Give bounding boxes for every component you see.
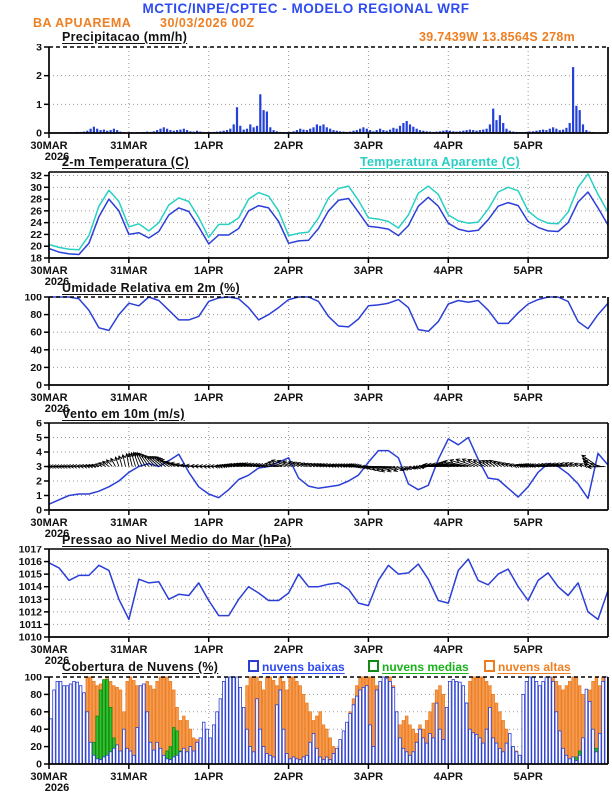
- svg-text:2: 2: [36, 475, 42, 488]
- svg-text:24: 24: [30, 217, 42, 230]
- temperature-chart: [0, 169, 612, 294]
- svg-text:1016: 1016: [18, 556, 42, 569]
- pressure-chart: [0, 546, 612, 673]
- svg-text:80: 80: [30, 309, 42, 322]
- svg-text:20: 20: [30, 741, 42, 754]
- svg-text:26: 26: [30, 205, 42, 218]
- svg-text:1: 1: [36, 98, 42, 111]
- svg-text:31MAR: 31MAR: [110, 265, 148, 277]
- svg-text:4APR: 4APR: [433, 771, 463, 783]
- cloud-cover-chart: [0, 674, 612, 792]
- svg-text:4: 4: [36, 446, 42, 459]
- svg-text:2: 2: [36, 70, 42, 83]
- svg-text:30: 30: [30, 181, 42, 194]
- svg-text:2026: 2026: [44, 276, 70, 288]
- svg-text:2026: 2026: [44, 528, 70, 540]
- svg-text:3APR: 3APR: [353, 644, 384, 656]
- svg-text:1APR: 1APR: [194, 771, 224, 783]
- svg-text:1APR: 1APR: [194, 644, 224, 656]
- svg-text:40: 40: [30, 723, 42, 736]
- svg-text:1013: 1013: [18, 593, 42, 606]
- svg-text:60: 60: [30, 326, 42, 339]
- svg-text:0: 0: [36, 127, 42, 140]
- svg-text:2APR: 2APR: [273, 644, 304, 656]
- svg-text:31MAR: 31MAR: [110, 771, 148, 783]
- svg-text:3: 3: [36, 461, 42, 473]
- svg-text:32: 32: [30, 170, 42, 183]
- svg-text:20: 20: [30, 240, 42, 253]
- svg-text:2APR: 2APR: [273, 517, 304, 529]
- svg-text:30MAR: 30MAR: [30, 644, 68, 656]
- svg-text:3APR: 3APR: [353, 517, 384, 529]
- svg-text:30MAR: 30MAR: [30, 265, 68, 277]
- svg-text:30MAR: 30MAR: [30, 140, 68, 152]
- svg-text:1010: 1010: [18, 631, 42, 644]
- svg-text:5APR: 5APR: [513, 771, 543, 783]
- svg-text:2APR: 2APR: [273, 392, 304, 404]
- svg-text:0: 0: [36, 504, 42, 517]
- svg-text:22: 22: [30, 228, 42, 241]
- wind-chart: [0, 420, 612, 546]
- svg-text:2026: 2026: [44, 403, 70, 415]
- svg-text:2APR: 2APR: [273, 265, 304, 277]
- legend-mid-clouds-label: nuvens medias: [382, 660, 469, 674]
- location-coordinates-label: 39.7439W 13.8564S 278m: [418, 30, 575, 44]
- svg-text:1011: 1011: [19, 618, 42, 631]
- svg-text:3APR: 3APR: [353, 771, 384, 783]
- svg-text:5APR: 5APR: [513, 265, 543, 277]
- svg-text:4APR: 4APR: [433, 265, 463, 277]
- svg-text:6: 6: [36, 420, 42, 430]
- svg-text:1: 1: [36, 490, 42, 502]
- legend-low-clouds-label: nuvens baixas: [262, 660, 345, 674]
- run-datetime-label: 30/03/2026 00Z: [160, 16, 255, 30]
- svg-text:3: 3: [36, 44, 42, 54]
- humidity-chart: [0, 294, 612, 421]
- svg-text:4APR: 4APR: [433, 517, 463, 529]
- legend-high-clouds-label: nuvens altas: [498, 660, 571, 674]
- svg-text:30MAR: 30MAR: [30, 771, 68, 783]
- svg-text:4APR: 4APR: [433, 392, 463, 404]
- temperature-title: 2-m Temperatura (C): [62, 155, 190, 169]
- svg-text:5: 5: [36, 432, 42, 444]
- precipitation-chart: [0, 44, 612, 169]
- svg-text:20: 20: [30, 361, 42, 374]
- pressure-title: Pressao ao Nivel Medio do Mar (hPa): [62, 533, 292, 547]
- svg-text:80: 80: [30, 688, 42, 701]
- svg-text:31MAR: 31MAR: [110, 644, 148, 656]
- svg-text:2026: 2026: [44, 655, 70, 667]
- svg-text:1017: 1017: [18, 546, 42, 556]
- svg-text:3APR: 3APR: [353, 392, 384, 404]
- wind-title: Vento em 10m (m/s): [62, 407, 185, 421]
- svg-text:2APR: 2APR: [273, 140, 304, 152]
- svg-text:5APR: 5APR: [513, 517, 543, 529]
- svg-text:2APR: 2APR: [273, 771, 304, 783]
- svg-text:3APR: 3APR: [353, 265, 384, 277]
- svg-text:31MAR: 31MAR: [110, 392, 148, 404]
- svg-text:1APR: 1APR: [194, 392, 224, 404]
- svg-text:100: 100: [24, 294, 42, 304]
- svg-text:2026: 2026: [44, 151, 70, 163]
- svg-text:1014: 1014: [18, 581, 42, 594]
- svg-text:30MAR: 30MAR: [30, 517, 68, 529]
- cloud-cover-title: Cobertura de Nuvens (%): [62, 660, 219, 674]
- svg-text:100: 100: [24, 674, 42, 684]
- svg-text:5APR: 5APR: [513, 644, 543, 656]
- svg-text:1APR: 1APR: [194, 517, 224, 529]
- svg-text:3APR: 3APR: [353, 140, 384, 152]
- precipitation-title: Precipitacao (mm/h): [62, 30, 188, 44]
- svg-text:40: 40: [30, 344, 42, 357]
- svg-text:18: 18: [30, 252, 42, 265]
- svg-text:2026: 2026: [44, 782, 70, 792]
- svg-text:30MAR: 30MAR: [30, 392, 68, 404]
- svg-text:5APR: 5APR: [513, 140, 543, 152]
- svg-text:28: 28: [30, 193, 42, 206]
- svg-text:31MAR: 31MAR: [110, 140, 148, 152]
- svg-text:0: 0: [36, 379, 42, 392]
- svg-text:5APR: 5APR: [513, 392, 543, 404]
- apparent-temperature-title: Temperatura Aparente (C): [360, 155, 521, 169]
- model-title: MCTIC/INPE/CPTEC - MODELO REGIONAL WRF: [142, 1, 470, 16]
- svg-text:4APR: 4APR: [433, 644, 463, 656]
- svg-text:1015: 1015: [18, 568, 42, 581]
- svg-text:60: 60: [30, 706, 42, 719]
- humidity-title: Umidade Relativa em 2m (%): [62, 281, 240, 295]
- svg-text:4APR: 4APR: [433, 140, 463, 152]
- svg-text:1APR: 1APR: [194, 265, 224, 277]
- svg-text:1APR: 1APR: [194, 140, 224, 152]
- svg-text:1012: 1012: [18, 606, 42, 619]
- svg-text:31MAR: 31MAR: [110, 517, 148, 529]
- svg-text:0: 0: [36, 758, 42, 771]
- station-label: BA APUAREMA: [33, 16, 132, 30]
